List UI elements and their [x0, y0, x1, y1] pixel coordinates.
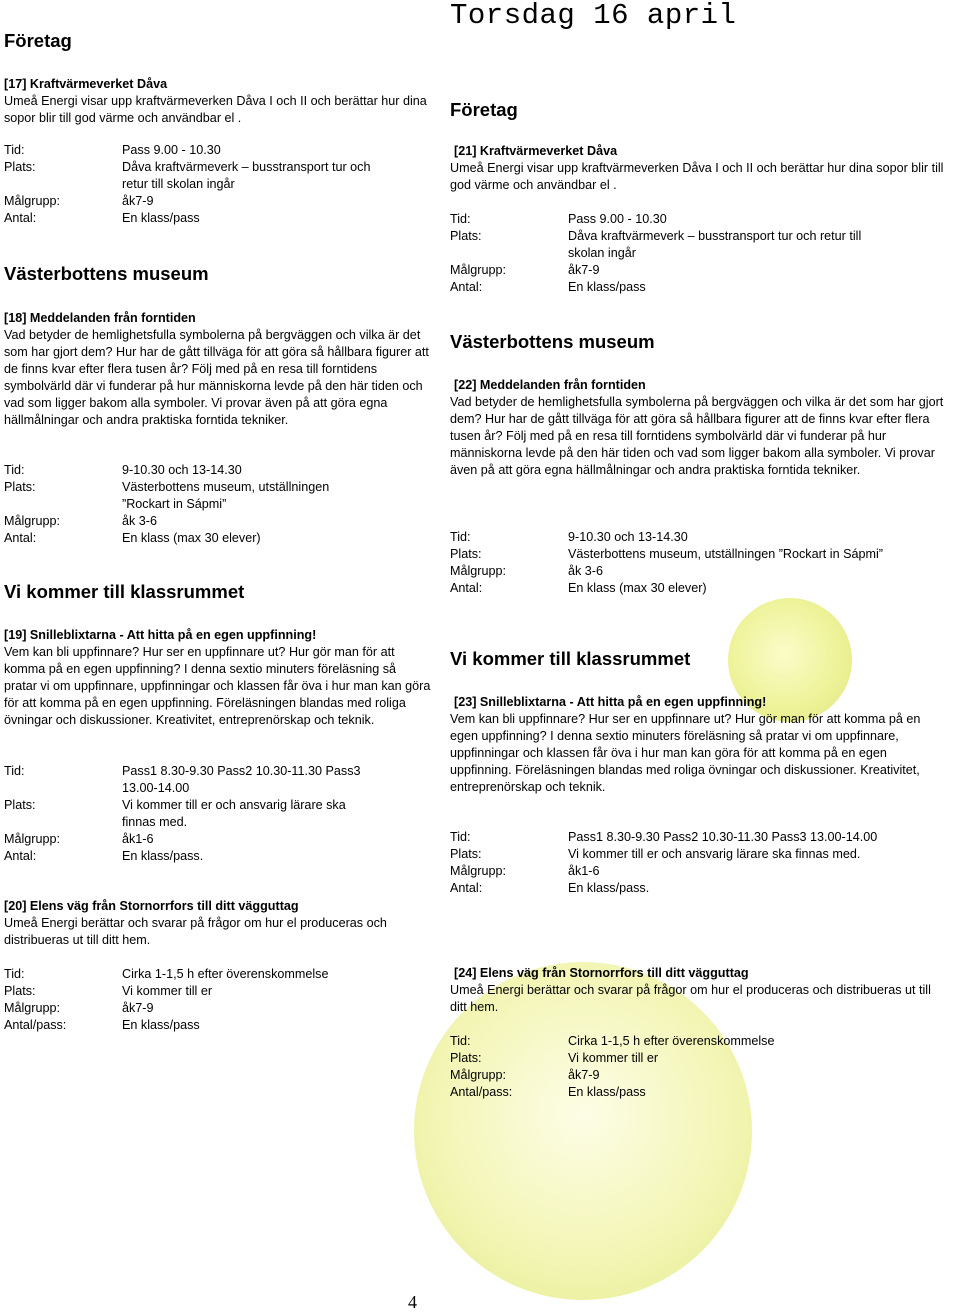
detail-label: Tid: — [4, 967, 25, 981]
section-title: Företag — [4, 30, 72, 51]
detail-row — [450, 262, 890, 279]
detail-value: Vi kommer till er och ansvarig lärare ska finnas med. — [568, 847, 861, 861]
detail-value: Västerbottens museum, utställningen ”Rockart in Sápmi” — [122, 480, 330, 511]
detail-row — [4, 479, 376, 513]
event-description: Umeå Energi berättar och svarar på frågor om hur el produceras och distribueras ut till ditt hem. — [4, 916, 387, 947]
event-description: Vad betyder de hemlighetsfulla symbolerna på bergväggen och vilka är det som har gjort dem? Hur har de gått tillväga för att göra så hållbara figurer att de finns kvar efter flera tusen år? Följ med på en resa till forntidens symbolvärld där vi funderar på hur människorna levde på den här tiden och vad som ligger bakom alla symboler. Vi provar även på att göra egna hällmålningar och andra praktiska forntida tekniker. — [4, 328, 429, 427]
detail-value: Västerbottens museum, utställningen ”Rockart in Sápmi” — [568, 547, 883, 561]
detail-label: Tid: — [4, 463, 25, 477]
section-title: Västerbottens museum — [4, 263, 209, 284]
detail-label: Plats: — [4, 798, 36, 812]
event-description: Umeå Energi berättar och svarar på frågor om hur el produceras och distribueras ut till ditt hem. — [450, 983, 931, 1014]
detail-value: Cirka 1-1,5 h efter överenskommelse — [122, 967, 329, 981]
detail-label: Tid: — [450, 530, 471, 544]
detail-row — [450, 1050, 890, 1067]
detail-row — [450, 829, 890, 846]
detail-value: En klass/pass. — [568, 881, 650, 895]
detail-value: En klass (max 30 elever) — [122, 531, 261, 545]
event-description: Umeå Energi visar upp kraftvärmeverken Dåva I och II och berättar hur dina sopor blir till god värme och användbar el . — [4, 94, 427, 125]
event-title: [19] Snilleblixtarna - Att hitta på en egen uppfinning! — [4, 628, 317, 642]
detail-value: åk1-6 — [568, 864, 600, 878]
detail-value: åk7-9 — [122, 1001, 154, 1015]
detail-label: Tid: — [450, 830, 471, 844]
detail-row — [4, 1000, 376, 1017]
event-title: [20] Elens väg från Stornorrfors till ditt vägguttag — [4, 899, 299, 913]
detail-label: Antal: — [450, 581, 483, 595]
detail-value: En klass/pass — [122, 211, 200, 225]
detail-value: åk1-6 — [122, 832, 154, 846]
detail-label: Målgrupp: — [4, 832, 61, 846]
detail-value: En klass/pass — [122, 1018, 200, 1032]
detail-row — [450, 863, 890, 880]
detail-row — [4, 462, 376, 479]
event-title: [21] Kraftvärmeverket Dåva — [454, 144, 618, 158]
detail-row — [450, 1084, 890, 1101]
detail-row — [4, 831, 376, 848]
event-title: [22] Meddelanden från forntiden — [454, 378, 646, 392]
detail-row — [4, 983, 376, 1000]
detail-value: 9-10.30 och 13-14.30 — [568, 530, 688, 544]
detail-row — [4, 530, 376, 547]
event-details — [450, 1033, 890, 1101]
detail-value: En klass (max 30 elever) — [568, 581, 707, 595]
detail-label: Tid: — [450, 1034, 471, 1048]
detail-value: Dåva kraftvärmeverk – busstransport tur och retur till skolan ingår — [568, 229, 862, 260]
section-title: Västerbottens museum — [450, 331, 655, 352]
section-title: Vi kommer till klassrummet — [4, 581, 245, 602]
detail-value: Vi kommer till er och ansvarig lärare ska finnas med. — [122, 798, 346, 829]
detail-label: Tid: — [450, 212, 471, 226]
detail-label: Målgrupp: — [450, 1068, 507, 1082]
detail-row — [450, 880, 890, 897]
detail-label: Plats: — [450, 229, 482, 243]
detail-value: En klass/pass. — [122, 849, 204, 863]
detail-row — [4, 1017, 376, 1034]
detail-row — [450, 546, 890, 563]
event-details — [4, 462, 376, 547]
detail-label: Antal/pass: — [450, 1085, 513, 1099]
detail-row — [450, 1067, 890, 1084]
detail-label: Plats: — [4, 480, 36, 494]
detail-value: Vi kommer till er — [568, 1051, 659, 1065]
detail-label: Plats: — [450, 1051, 482, 1065]
detail-label: Målgrupp: — [4, 1001, 61, 1015]
detail-label: Tid: — [4, 764, 25, 778]
detail-value: Pass 9.00 - 10.30 — [568, 212, 667, 226]
detail-row — [450, 846, 890, 863]
detail-row — [4, 797, 376, 831]
event-details — [4, 966, 376, 1034]
detail-row — [4, 210, 376, 227]
detail-row — [4, 763, 376, 797]
detail-label: Målgrupp: — [450, 564, 507, 578]
event-description: Vad betyder de hemlighetsfulla symbolerna på bergväggen och vilka är det som har gjort dem? Hur har de gått tillväga för att göra så hållbara figurer att de finns kvar efter flera tusen år? Följ med på en resa till forntidens symbolvärld där vi funderar på hur människorna levde på den här tiden och vad som ligger bakom alla symboler. Vi provar även på att göra egna hällmålningar och andra praktiska forntida tekniker. — [450, 395, 944, 477]
detail-row — [4, 848, 376, 865]
detail-label: Målgrupp: — [450, 864, 507, 878]
detail-value: åk7-9 — [568, 1068, 600, 1082]
detail-value: åk 3-6 — [122, 514, 158, 528]
detail-label: Antal: — [4, 531, 37, 545]
detail-label: Plats: — [450, 847, 482, 861]
detail-value: åk7-9 — [568, 263, 600, 277]
detail-row — [4, 193, 376, 210]
event-title: [23] Snilleblixtarna - Att hitta på en egen uppfinning! — [454, 695, 767, 709]
event-details — [450, 529, 890, 597]
detail-row — [450, 1033, 890, 1050]
detail-row — [4, 966, 376, 983]
detail-label: Antal: — [450, 881, 483, 895]
detail-row — [450, 211, 890, 228]
detail-row — [4, 142, 376, 159]
detail-label: Tid: — [4, 143, 25, 157]
detail-label: Antal: — [4, 211, 37, 225]
detail-row — [4, 513, 376, 530]
detail-row — [4, 159, 376, 193]
detail-label: Plats: — [450, 547, 482, 561]
section-title: Företag — [450, 99, 518, 120]
detail-label: Plats: — [4, 984, 36, 998]
detail-value: Pass1 8.30-9.30 Pass2 10.30-11.30 Pass3 13.00-14.00 — [568, 830, 878, 844]
event-description: Vem kan bli uppfinnare? Hur ser en uppfinnare ut? Hur gör man för att komma på en egen uppfinning? I denna sextio minuters föreläsning så pratar vi om uppfinnare, uppfinningar och klassen får öva i hur man kan göra för att komma på en egen uppfinning. Föreläsningen blandas med roliga övningar och diskussioner. Kreativitet, entreprenörskap och teknik. — [4, 645, 431, 727]
detail-label: Målgrupp: — [4, 194, 61, 208]
detail-label: Målgrupp: — [450, 263, 507, 277]
event-description: Umeå Energi visar upp kraftvärmeverken Dåva I och II och berättar hur dina sopor blir till god värme och användbar el . — [450, 161, 944, 192]
event-details — [450, 211, 890, 296]
detail-row — [450, 529, 890, 546]
event-title: [17] Kraftvärmeverket Dåva — [4, 77, 168, 91]
detail-label: Plats: — [4, 160, 36, 174]
detail-row — [450, 279, 890, 296]
event-details — [4, 763, 376, 865]
detail-value: åk7-9 — [122, 194, 154, 208]
detail-label: Antal/pass: — [4, 1018, 67, 1032]
event-details — [450, 829, 890, 897]
detail-label: Antal: — [4, 849, 37, 863]
event-description: Vem kan bli uppfinnare? Hur ser en uppfinnare ut? Hur gör man för att komma på en egen uppfinning? I denna sextio minuters föreläsning så pratar vi om uppfinnare, uppfinningar och klassen får öva i hur man kan göra för att komma på en egen uppfinning. Föreläsningen blandas med roliga övningar och diskussioner. Kreativitet, entreprenörskap och teknik. — [450, 712, 921, 794]
detail-value: 9-10.30 och 13-14.30 — [122, 463, 242, 477]
detail-value: Pass1 8.30-9.30 Pass2 10.30-11.30 Pass3 13.00-14.00 — [122, 764, 361, 795]
detail-value: Vi kommer till er — [122, 984, 213, 998]
detail-row — [450, 563, 890, 580]
event-title: [18] Meddelanden från forntiden — [4, 311, 196, 325]
detail-value: Cirka 1-1,5 h efter överenskommelse — [568, 1034, 775, 1048]
detail-value: En klass/pass — [568, 1085, 646, 1099]
section-title: Vi kommer till klassrummet — [450, 648, 691, 669]
detail-value: Pass 9.00 - 10.30 — [122, 143, 221, 157]
date-heading: Torsdag 16 april — [450, 0, 737, 32]
detail-value: En klass/pass — [568, 280, 646, 294]
detail-value: Dåva kraftvärmeverk – busstransport tur och retur till skolan ingår — [122, 160, 371, 191]
detail-label: Antal: — [450, 280, 483, 294]
event-details — [4, 142, 376, 227]
detail-row — [450, 580, 890, 597]
detail-value: åk 3-6 — [568, 564, 604, 578]
detail-row — [450, 228, 890, 262]
event-title: [24] Elens väg från Stornorrfors till ditt vägguttag — [454, 966, 749, 980]
detail-label: Målgrupp: — [4, 514, 61, 528]
page-number: 4 — [408, 1292, 417, 1312]
